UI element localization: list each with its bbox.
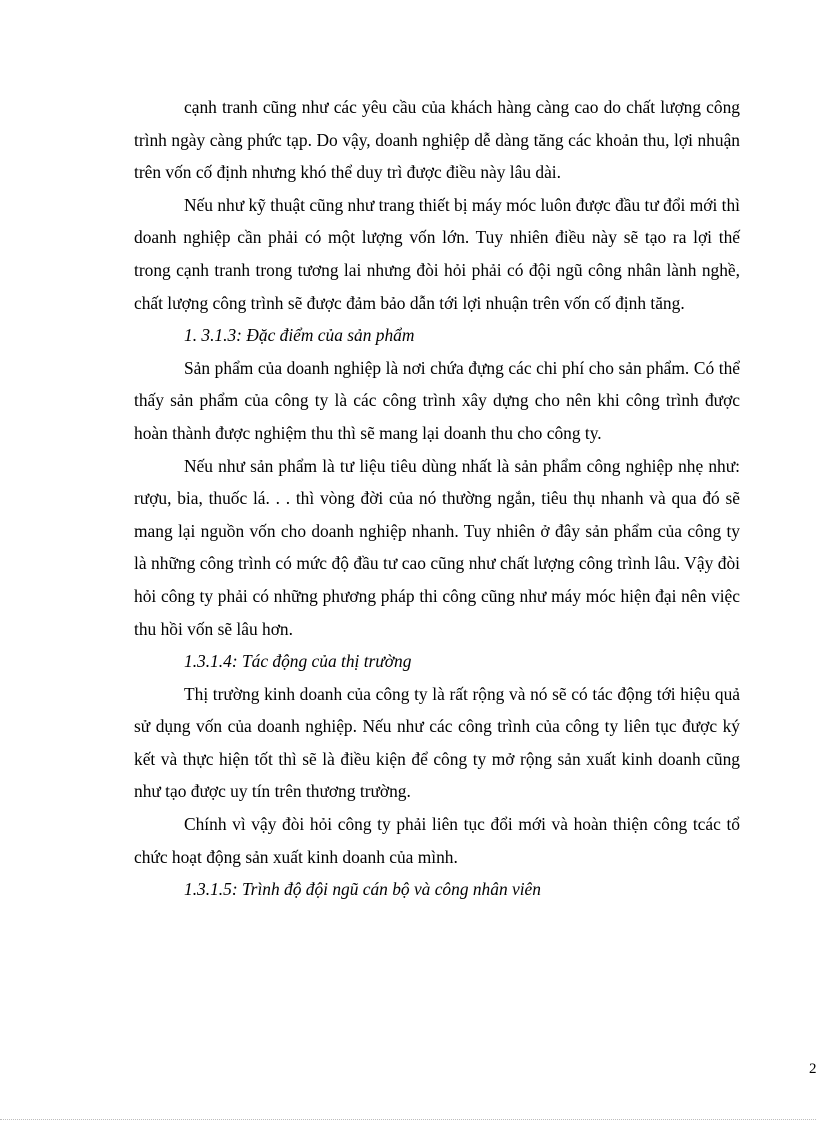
paragraph-competition: cạnh tranh cũng như các yêu cầu của khách hàng càng cao do chất lượng công trình ngày càng phức tạp. Do vậy, doanh nghiệp dễ dàng tăng các khoản thu, lợi nhuận trên vốn cố định nhưng khó thể duy trì được điều này lâu dài. <box>134 97 740 183</box>
page-bottom-divider <box>0 1119 816 1120</box>
section-heading-staff-qualification: 1.3.1.5: Trình độ đội ngũ cán bộ và công nhân viên <box>184 879 541 900</box>
paragraph-continuous-innovation: Chính vì vậy đòi hỏi công ty phải liên tục đổi mới và hoàn thiện công tcác tổ chức hoạt động sản xuất kinh doanh của mình. <box>134 814 740 867</box>
page-number: 2 <box>809 1061 816 1077</box>
paragraph-product-lifecycle: Nếu như sản phẩm là tư liệu tiêu dùng nhất là sản phẩm công nghiệp nhẹ như: rượu, bia, thuốc lá. . . thì vòng đời của nó thường ngắn, tiêu thụ nhanh và qua đó sẽ mang lại nguồn vốn cho doanh nghiệp nhanh. Tuy nhiên ở đây sản phẩm của công ty là những công trình có mức độ đầu tư cao cũng như chất lượng công trình lâu. Vậy đòi hỏi công ty phải có những phương pháp thi công cũng như máy móc hiện đại nên việc thu hồi vốn sẽ lâu hơn. <box>134 455 740 639</box>
section-heading-market-impact: 1.3.1.4: Tác động của thị trường <box>184 651 412 672</box>
paragraph-technology-investment: Nếu như kỹ thuật cũng như trang thiết bị máy móc luôn được đầu tư đổi mới thì doanh nghiệp cần phải có một lượng vốn lớn. Tuy nhiên điều này sẽ tạo ra lợi thế trong cạnh tranh trong tương lai nhưng đòi hỏi phải có đội ngũ công nhân lành nghề, chất lượng công trình sẽ được đảm bảo dẫn tới lợi nhuận trên vốn cố định tăng. <box>134 194 740 313</box>
page-content <box>134 91 740 906</box>
section-heading-product-characteristics: 1. 3.1.3: Đặc điểm của sản phẩm <box>184 325 415 346</box>
paragraph-business-market: Thị trường kinh doanh của công ty là rất rộng và nó sẽ có tác động tới hiệu quả sử dụng vốn của doanh nghiệp. Nếu như các công trình của công ty liên tục được ký kết và thực hiện tốt thì sẽ là điều kiện để công ty mở rộng sản xuất kinh doanh cũng như tạo được uy tín trên thương trường. <box>134 683 740 802</box>
paragraph-product-costs: Sản phẩm của doanh nghiệp là nơi chứa đựng các chi phí cho sản phẩm. Có thể thấy sản phẩm của công ty là các công trình xây dựng cho nên khi công trình được hoàn thành được nghiệm thu thì sẽ mang lại doanh thu cho công ty. <box>134 357 740 443</box>
